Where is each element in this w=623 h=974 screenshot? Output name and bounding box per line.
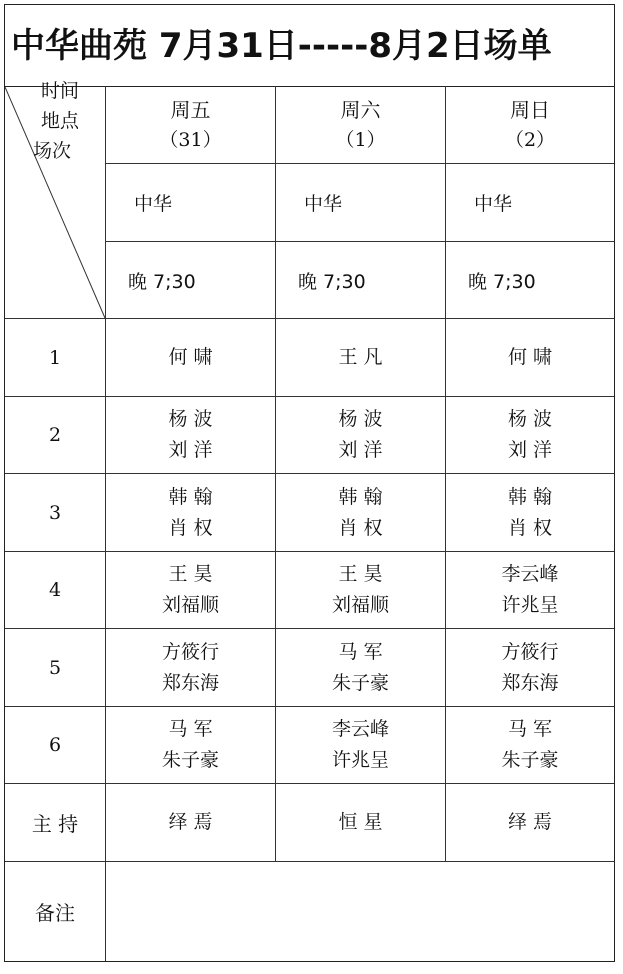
- performer-name: 朱子豪: [501, 749, 559, 771]
- performer-name: 刘福顺: [331, 594, 389, 616]
- performer-name: 刘 洋: [168, 439, 213, 461]
- performer-cell: [106, 474, 275, 551]
- performer-name: 刘 洋: [338, 439, 383, 461]
- performer-name: 何 啸: [168, 346, 213, 368]
- corner-label-place: 地点: [41, 110, 80, 132]
- date-label: （1）: [335, 129, 386, 151]
- performer-name: 李云峰: [501, 563, 559, 585]
- performer-name: 刘 洋: [507, 439, 553, 461]
- performer-name: 杨 波: [338, 408, 383, 430]
- day-label: 周日: [510, 98, 550, 122]
- venue-cell: 中华: [304, 193, 343, 215]
- performer-cell: [276, 707, 445, 783]
- performer-name: 王 凡: [338, 346, 383, 368]
- performer-name: 杨 波: [507, 408, 553, 430]
- host-cell: [276, 784, 445, 861]
- performer-name: 刘福顺: [161, 594, 219, 616]
- performer-name: 韩 翰: [507, 485, 553, 508]
- performer-name: 何 啸: [507, 346, 553, 368]
- performer-name: 韩 翰: [168, 485, 213, 508]
- performer-name: 王 昊: [338, 563, 383, 585]
- performer-name: 肖 权: [338, 516, 383, 539]
- day-header-sat: [276, 87, 445, 163]
- day-label: 周六: [340, 98, 381, 122]
- day-header-fri: [106, 87, 275, 163]
- performer-cell: [446, 319, 614, 396]
- schedule-sheet: [4, 4, 615, 962]
- day-header-sun: [446, 87, 614, 163]
- performer-cell: [106, 319, 275, 396]
- performer-name: 朱子豪: [161, 749, 219, 771]
- performer-cell: [276, 552, 445, 628]
- page-title: 中华曲苑 7月31日-----8月2日场单: [5, 5, 614, 87]
- performer-cell: [106, 707, 275, 783]
- notes-value: [106, 862, 614, 961]
- performer-name: 杨 波: [168, 408, 213, 430]
- row-number: 6: [48, 734, 62, 756]
- performer-name: 郑东海: [501, 671, 559, 694]
- performer-name: 王 昊: [168, 563, 213, 585]
- venue-cell: 中华: [474, 193, 513, 215]
- row-number: 3: [48, 501, 62, 524]
- performer-name: 郑东海: [161, 671, 219, 694]
- performer-name: 许兆呈: [501, 594, 559, 616]
- performer-cell: [276, 319, 445, 396]
- row-number: 2: [48, 424, 62, 446]
- performer-cell: [276, 474, 445, 551]
- host-name: 绎 焉: [168, 811, 213, 833]
- performer-name: 方筱行: [501, 640, 559, 663]
- date-label: （31）: [159, 129, 222, 151]
- row-number: 4: [48, 579, 62, 601]
- time-cell: 晚 7;30: [468, 270, 536, 293]
- performer-cell: [106, 397, 275, 473]
- corner-label-time: 时间: [41, 80, 80, 102]
- performer-name: 肖 权: [507, 516, 553, 539]
- performer-name: 李云峰: [331, 718, 389, 740]
- performer-cell: [446, 629, 614, 706]
- corner-label-show: 场次: [33, 140, 72, 162]
- row-number: 5: [48, 656, 62, 679]
- host-cell: [446, 784, 614, 861]
- performer-name: 马 军: [507, 718, 553, 740]
- performer-name: 韩 翰: [338, 485, 383, 508]
- performer-name: 马 军: [168, 718, 213, 740]
- host-label: 主 持: [31, 812, 79, 836]
- performer-cell: [446, 397, 614, 473]
- date-label: （2）: [504, 129, 556, 151]
- host-name: 绎 焉: [507, 811, 553, 833]
- performer-cell: [276, 397, 445, 473]
- performer-cell: [276, 629, 445, 706]
- performer-name: 方筱行: [161, 640, 219, 663]
- performer-name: 许兆呈: [331, 749, 389, 771]
- performer-cell: [446, 474, 614, 551]
- time-cell: 晚 7;30: [128, 270, 196, 293]
- performer-name: 肖 权: [168, 516, 213, 539]
- row-number: 1: [48, 346, 62, 369]
- notes-label: 备注: [35, 901, 75, 925]
- performer-cell: [446, 552, 614, 628]
- host-cell: [106, 784, 275, 861]
- performer-cell: [106, 552, 275, 628]
- performer-cell: [446, 707, 614, 783]
- venue-cell: 中华: [134, 193, 173, 215]
- performer-cell: [106, 629, 275, 706]
- performer-name: 朱子豪: [331, 671, 389, 694]
- time-cell: 晚 7;30: [298, 270, 366, 293]
- day-label: 周五: [170, 98, 211, 122]
- host-name: 恒 星: [338, 811, 383, 833]
- performer-name: 马 军: [338, 640, 383, 663]
